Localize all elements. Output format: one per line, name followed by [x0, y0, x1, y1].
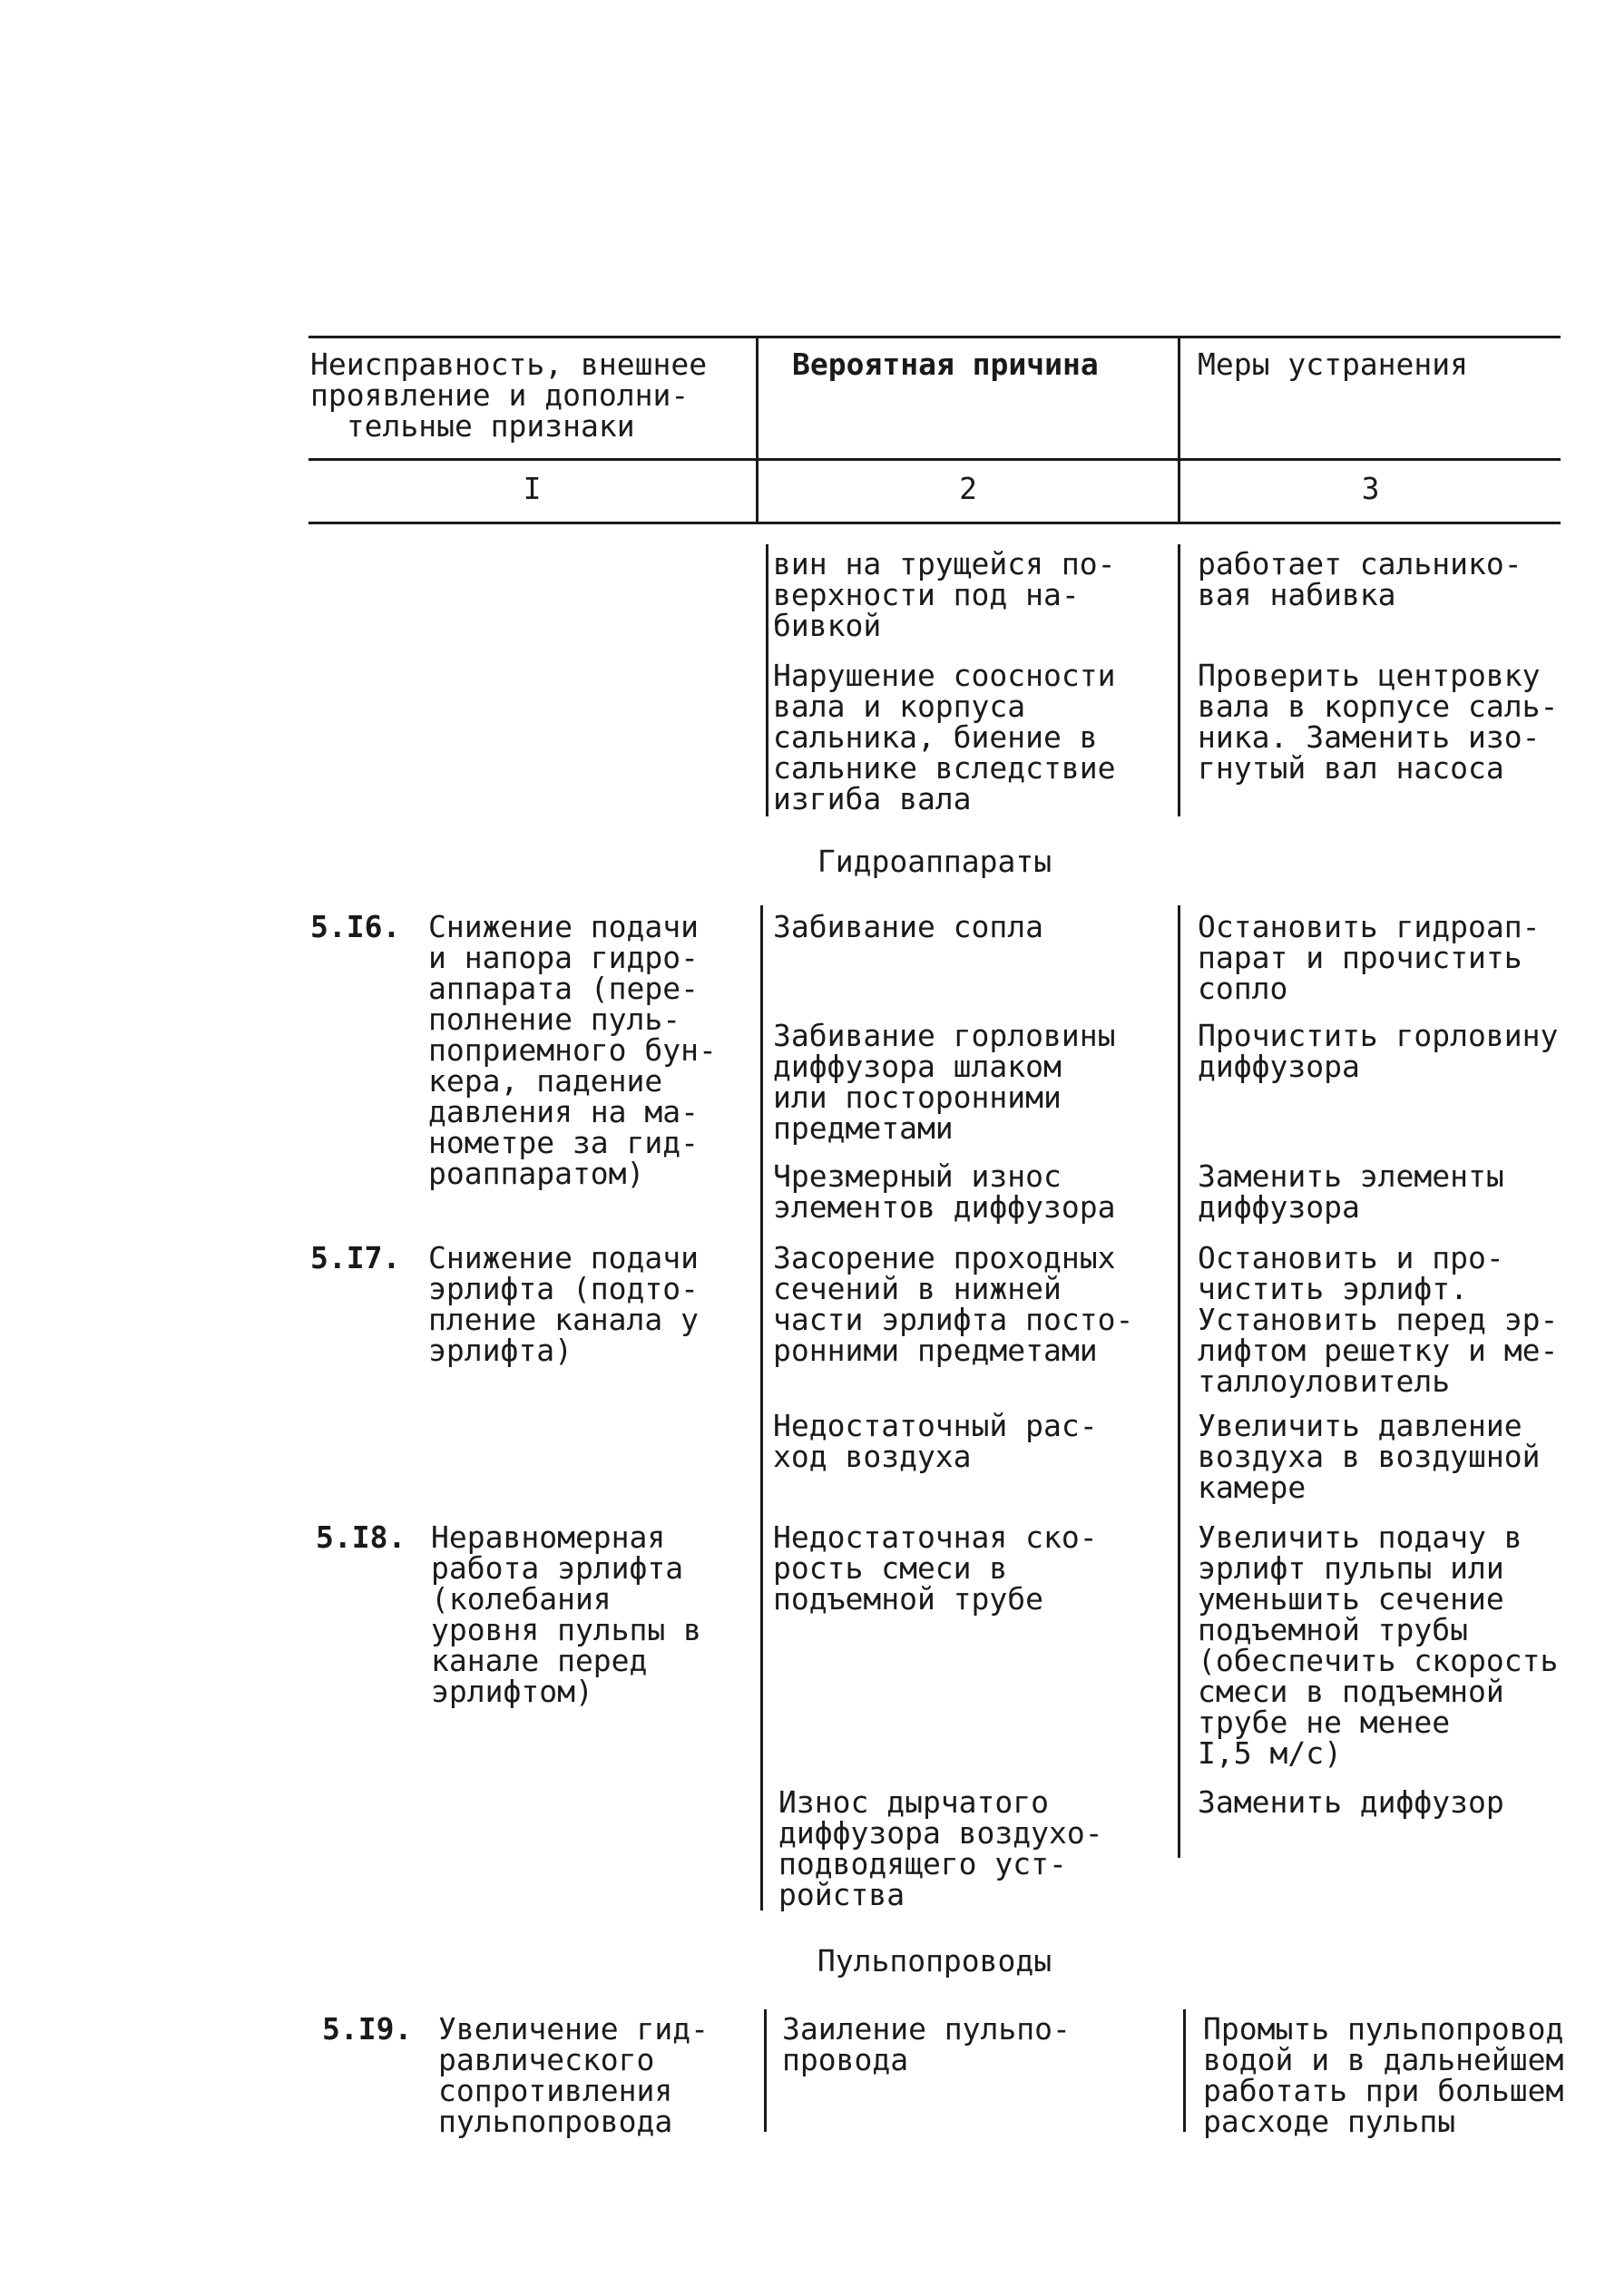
- body-divider-1b: [760, 905, 763, 1910]
- column-number-2: 2: [959, 471, 977, 506]
- row-516-fix-1: Остановить гидроап- парат и прочистить сопло: [1198, 909, 1541, 1006]
- row-518-fix-1: Увеличить подачу в эрлифт пульпы или уменьшить сечение подъемной трубы (обеспечить скорость смеси в подъемной трубе не менее I,5 м/с): [1198, 1519, 1559, 1771]
- row-518-cause-1: Недостаточная ско- рость смеси в подъемной трубе: [773, 1519, 1098, 1617]
- table-top-rule: [308, 336, 1561, 338]
- header-col-cause: Вероятная причина: [792, 347, 1099, 382]
- row-519-number: 5.I9.: [322, 2011, 413, 2047]
- body-divider-2c: [1183, 2009, 1186, 2132]
- row-517-fix-1: Остановить и про- чистить эрлифт. Установить перед эр- лифтом решетку и ме- таллоуловитель: [1198, 1240, 1559, 1399]
- cont-cause-1: вин на трущейся по- верхности под на- бивкой: [773, 546, 1116, 643]
- cont-fix-2: Проверить центровку вала в корпусе саль- ника. Заменить изо- гнутый вал насоса: [1198, 658, 1559, 786]
- row-516-number: 5.I6.: [310, 909, 401, 944]
- header-col-fix: Меры устранения: [1198, 347, 1469, 382]
- row-517-fix-2: Увеличить давление воздуха в воздушной камере: [1198, 1408, 1541, 1505]
- row-517-fault: Снижение подачи эрлифта (подто- пление канала у эрлифта): [428, 1240, 700, 1368]
- section-heading-hydro: Гидроаппараты: [817, 844, 1052, 879]
- row-518-fix-2: Заменить диффузор: [1198, 1784, 1504, 1820]
- row-516-fix-2: Прочистить горловину диффузора: [1198, 1018, 1559, 1084]
- body-divider-1c: [764, 2009, 767, 2132]
- body-divider-2b: [1178, 905, 1180, 1858]
- row-518-fault: Неравномерная работа эрлифта (колебания уровня пульпы в канале перед эрлифтом): [431, 1519, 702, 1709]
- header-col-fault: Неисправность, внешнее проявление и дополни- тельные признаки: [310, 347, 708, 444]
- body-divider-1a: [766, 544, 768, 816]
- body-divider-2a: [1178, 544, 1180, 816]
- row-516-cause-3: Чрезмерный износ элементов диффузора: [773, 1158, 1116, 1225]
- row-516-fix-3: Заменить элементы диффузора: [1198, 1158, 1504, 1225]
- column-number-1: I: [523, 471, 542, 506]
- section-heading-pulp: Пульпопроводы: [817, 1943, 1052, 1978]
- row-516-fault: Снижение подачи и напора гидро- аппарата (пере- полнение пуль- поприемного бун- кера, падение давления на ма- нометре за гид- роаппаратом): [428, 909, 717, 1191]
- row-518-cause-2: Износ дырчатого диффузора воздухо- подводящего уст- ройства: [778, 1784, 1103, 1912]
- row-516-cause-1: Забивание сопла: [773, 909, 1044, 944]
- row-519-fix-1: Промыть пульпопровод водой и в дальнейшем работать при большем расходе пульпы: [1203, 2011, 1564, 2139]
- column-number-3: 3: [1361, 471, 1380, 506]
- row-517-number: 5.I7.: [310, 1240, 401, 1275]
- cont-cause-2: Нарушение соосности вала и корпуса сальника, биение в сальнике вследствие изгиба вала: [773, 658, 1116, 816]
- row-519-cause-1: Заиление пульпо- провода: [782, 2011, 1071, 2077]
- row-518-number: 5.I8.: [316, 1519, 406, 1555]
- row-517-cause-1: Засорение проходных сечений в нижней части эрлифта посто- ронними предметами: [773, 1240, 1134, 1368]
- row-517-cause-2: Недостаточный рас- ход воздуха: [773, 1408, 1098, 1474]
- cont-fix-1: работает сальнико- вая набивка: [1198, 546, 1522, 612]
- row-519-fault: Увеличение гид- равлического сопротивления пульпопровода: [438, 2011, 710, 2139]
- number-row-rule: [308, 522, 1561, 524]
- row-516-cause-2: Забивание горловины диффузора шлаком или посторонними предметами: [773, 1018, 1116, 1146]
- header-bottom-rule: [308, 458, 1561, 461]
